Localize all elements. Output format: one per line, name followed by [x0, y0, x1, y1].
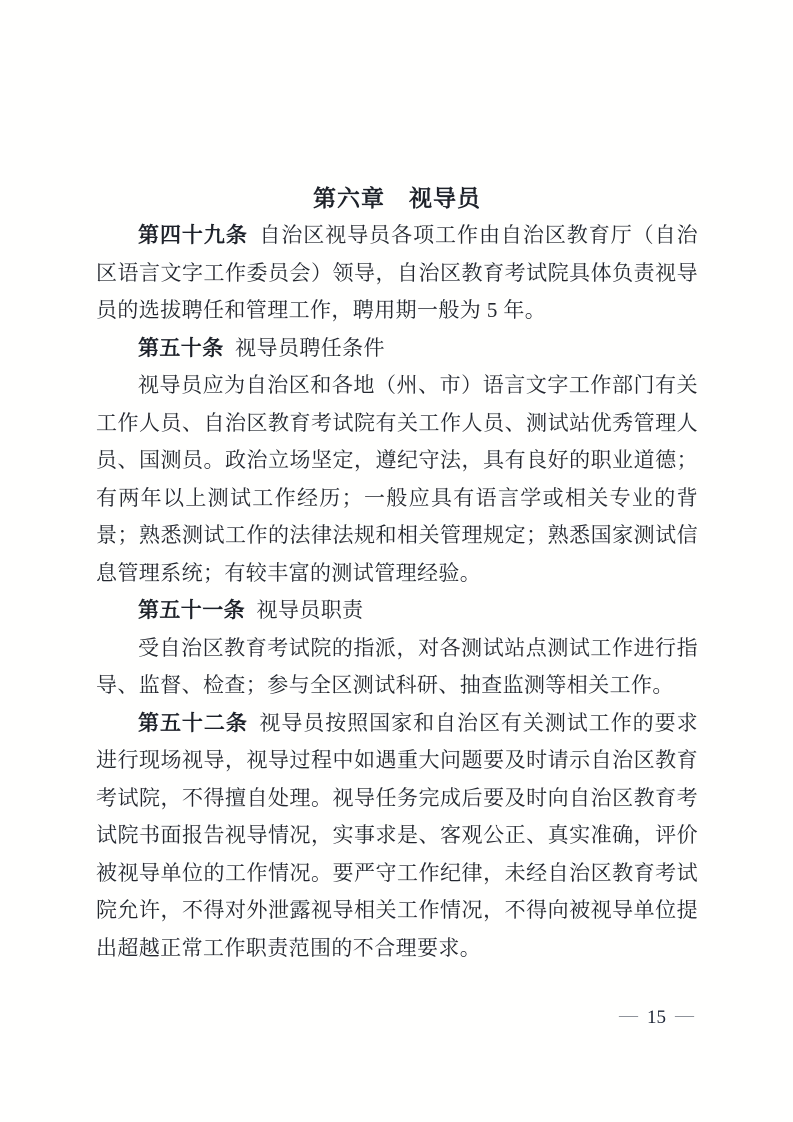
footer-dash-left: — [619, 1005, 638, 1026]
paragraph-text: 受自治区教育考试院的指派，对各测试站点测试工作进行指导、监督、检查；参与全区测试科研、抽查监测等相关工作。 [96, 635, 698, 697]
article-heading: 第五十一条 [138, 598, 245, 622]
chapter-title: 第六章 视导员 [313, 185, 481, 211]
article-heading: 第四十九条 [138, 223, 248, 247]
paragraph-text: 视导员职责 [256, 598, 364, 622]
paragraph-text: 视导员按照国家和自治区有关测试工作的要求进行现场视导，视导过程中如遇重大问题要及时请示自治区教育考试院，不得擅自处理。视导任务完成后要及时向自治区教育考试院书面报告视导情况，实事求是、客观公正、真实准确，评价被视导单位的工作情况。要严守工作纪律，未经自治区教育考试院允许，不得对外泄露视导相关工作情况，不得向被视导单位提出超越正常工作职责范围的不合理要求。 [96, 710, 699, 960]
paragraph-text: 视导员聘任条件 [235, 335, 385, 360]
article-paragraph [96, 705, 698, 968]
article-paragraph [96, 630, 698, 705]
page-footer [619, 1004, 694, 1032]
page-number: 15 [647, 1007, 666, 1028]
article-heading: 第五十条 [138, 335, 224, 360]
article-heading: 第五十二条 [138, 710, 248, 735]
document-body [96, 217, 698, 967]
article-paragraph [96, 217, 698, 330]
footer-dash-right: — [675, 1005, 694, 1026]
paragraph-text: 视导员应为自治区和各地（州、市）语言文字工作部门有关工作人员、自治区教育考试院有关工作人员、测试站优秀管理人员、国测员。政治立场坚定，遵纪守法，具有良好的职业道德；有两年以上测试工作经历；一般应具有语言学或相关专业的背景；熟悉测试工作的法律法规和相关管理规定；熟悉国家测试信息管理系统；有较丰富的测试管理经验。 [96, 373, 698, 585]
article-paragraph [96, 592, 698, 630]
paragraph-text: 自治区视导员各项工作由自治区教育厅（自治区语言文字工作委员会）领导，自治区教育考试院具体负责视导员的选拔聘任和管理工作，聘用期一般为 5 年。 [96, 223, 699, 322]
article-paragraph [96, 330, 698, 368]
article-paragraph [96, 367, 698, 592]
